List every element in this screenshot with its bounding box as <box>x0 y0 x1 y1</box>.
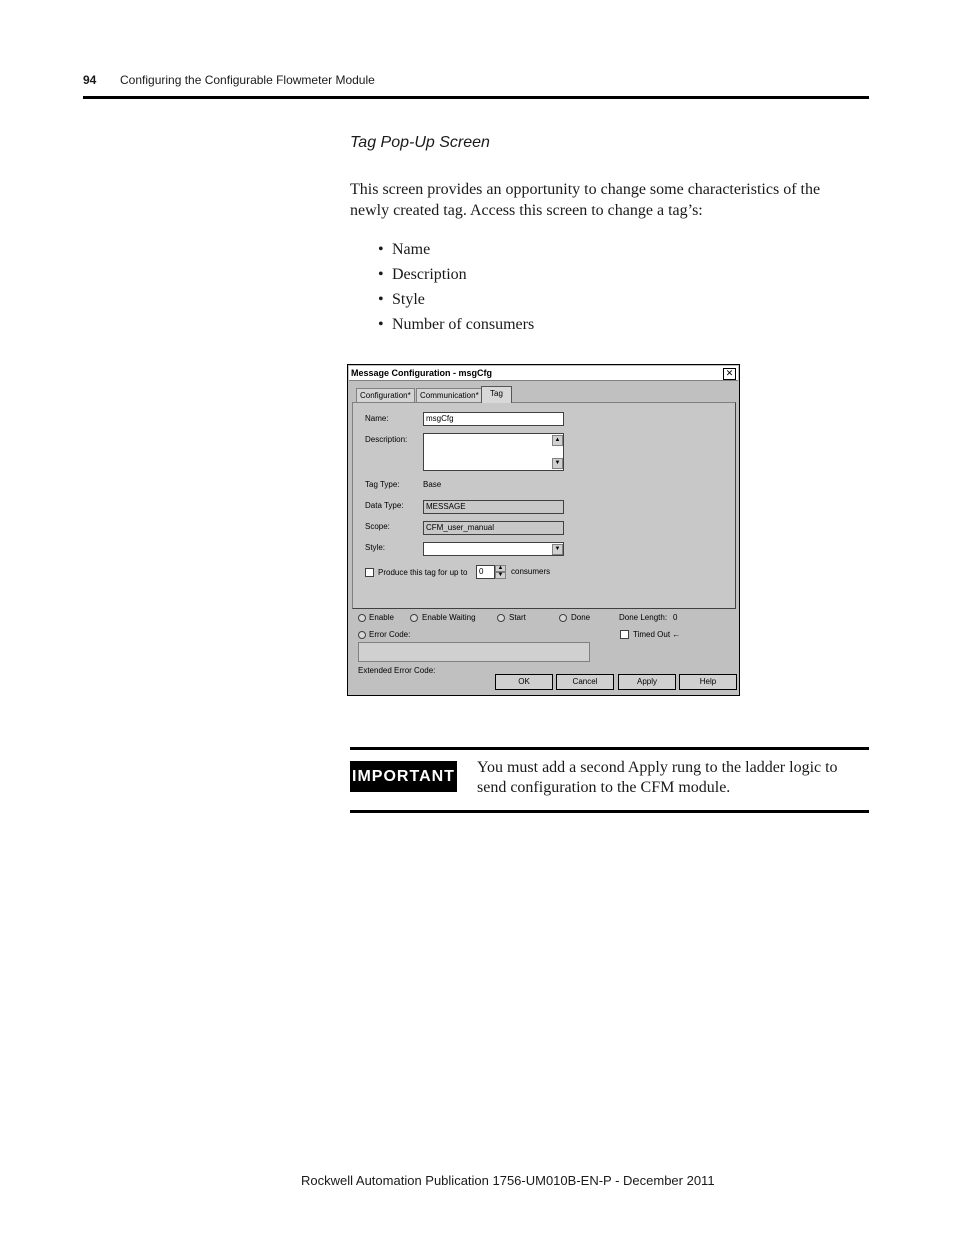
publication-footer: Rockwell Automation Publication 1756-UM010B-EN-P - December 2011 <box>301 1173 715 1188</box>
tab-tag[interactable]: Tag <box>481 386 512 403</box>
done-length-label: Done Length: <box>619 613 668 622</box>
spin-up-icon[interactable]: ▲ <box>495 565 506 572</box>
enable-label: Enable <box>369 613 394 622</box>
header-rule <box>83 96 869 99</box>
data-type-field: MESSAGE <box>423 500 564 514</box>
error-text-box <box>358 642 590 662</box>
style-label: Style: <box>365 543 386 552</box>
cancel-button[interactable]: Cancel <box>556 674 614 690</box>
tab-communication[interactable]: Communication* <box>416 388 483 403</box>
description-input[interactable] <box>423 433 564 471</box>
tag-type-value: Base <box>423 480 442 489</box>
chevron-down-icon[interactable]: ▼ <box>552 544 563 555</box>
important-top-rule <box>350 747 869 750</box>
tab-configuration[interactable]: Configuration* <box>356 388 415 403</box>
spin-down-icon[interactable]: ▼ <box>495 572 506 579</box>
timed-out-label: Timed Out ← <box>633 630 681 639</box>
page-number: 94 <box>83 73 97 87</box>
name-label: Name: <box>365 414 389 423</box>
ok-button[interactable]: OK <box>495 674 553 690</box>
done-length-value: 0 <box>673 613 678 622</box>
scope-field: CFM_user_manual <box>423 521 564 535</box>
name-input[interactable]: msgCfg <box>423 412 564 426</box>
list-item: • Name <box>378 241 431 258</box>
arrow-left-icon: ← <box>672 630 681 639</box>
consumers-label: consumers <box>511 567 551 576</box>
message-configuration-dialog <box>347 364 740 696</box>
help-button[interactable]: Help <box>679 674 737 690</box>
section-title: Tag Pop-Up Screen <box>350 134 490 151</box>
bullet-list <box>378 239 534 339</box>
data-type-label: Data Type: <box>365 501 404 510</box>
tag-type-label: Tag Type: <box>365 480 400 489</box>
description-label: Description: <box>365 435 408 444</box>
chapter-title: Configuring the Configurable Flowmeter Module <box>120 73 375 87</box>
tag-panel <box>352 402 736 609</box>
error-code-indicator <box>358 631 366 639</box>
enable-indicator <box>358 614 366 622</box>
error-code-label: Error Code: <box>369 630 411 639</box>
timed-out-checkbox[interactable] <box>620 630 629 639</box>
important-text: You must add a second Apply rung to the ladder logic to send configuration to the CFM module. <box>477 759 838 796</box>
list-item: • Description <box>378 266 467 283</box>
consumers-input[interactable]: 0 <box>476 565 495 579</box>
style-select[interactable] <box>423 542 564 556</box>
done-indicator <box>559 614 567 622</box>
scroll-up-icon[interactable]: ▲ <box>552 435 563 446</box>
start-indicator <box>497 614 505 622</box>
close-icon[interactable]: ✕ <box>723 368 736 380</box>
produce-label: Produce this tag for up to <box>378 568 468 577</box>
list-item: • Number of consumers <box>378 316 535 333</box>
enable-waiting-indicator <box>410 614 418 622</box>
extended-error-code-label: Extended Error Code: <box>358 666 436 675</box>
important-badge: IMPORTANT <box>350 761 457 792</box>
enable-waiting-label: Enable Waiting <box>422 613 476 622</box>
dialog-title-bar <box>349 366 738 381</box>
start-label: Start <box>509 613 526 622</box>
done-label: Done <box>571 613 591 622</box>
intro-paragraph: This screen provides an opportunity to change some characteristics of the newly created tag. Access this screen to change a tag’s: <box>350 181 821 219</box>
scroll-down-icon[interactable]: ▼ <box>552 458 563 469</box>
list-item: • Style <box>378 291 425 308</box>
dialog-title: Message Configuration - msgCfg <box>351 368 493 378</box>
apply-button[interactable]: Apply <box>618 674 676 690</box>
scope-label: Scope: <box>365 522 390 531</box>
produce-checkbox[interactable] <box>365 568 374 577</box>
important-bottom-rule <box>350 810 869 813</box>
